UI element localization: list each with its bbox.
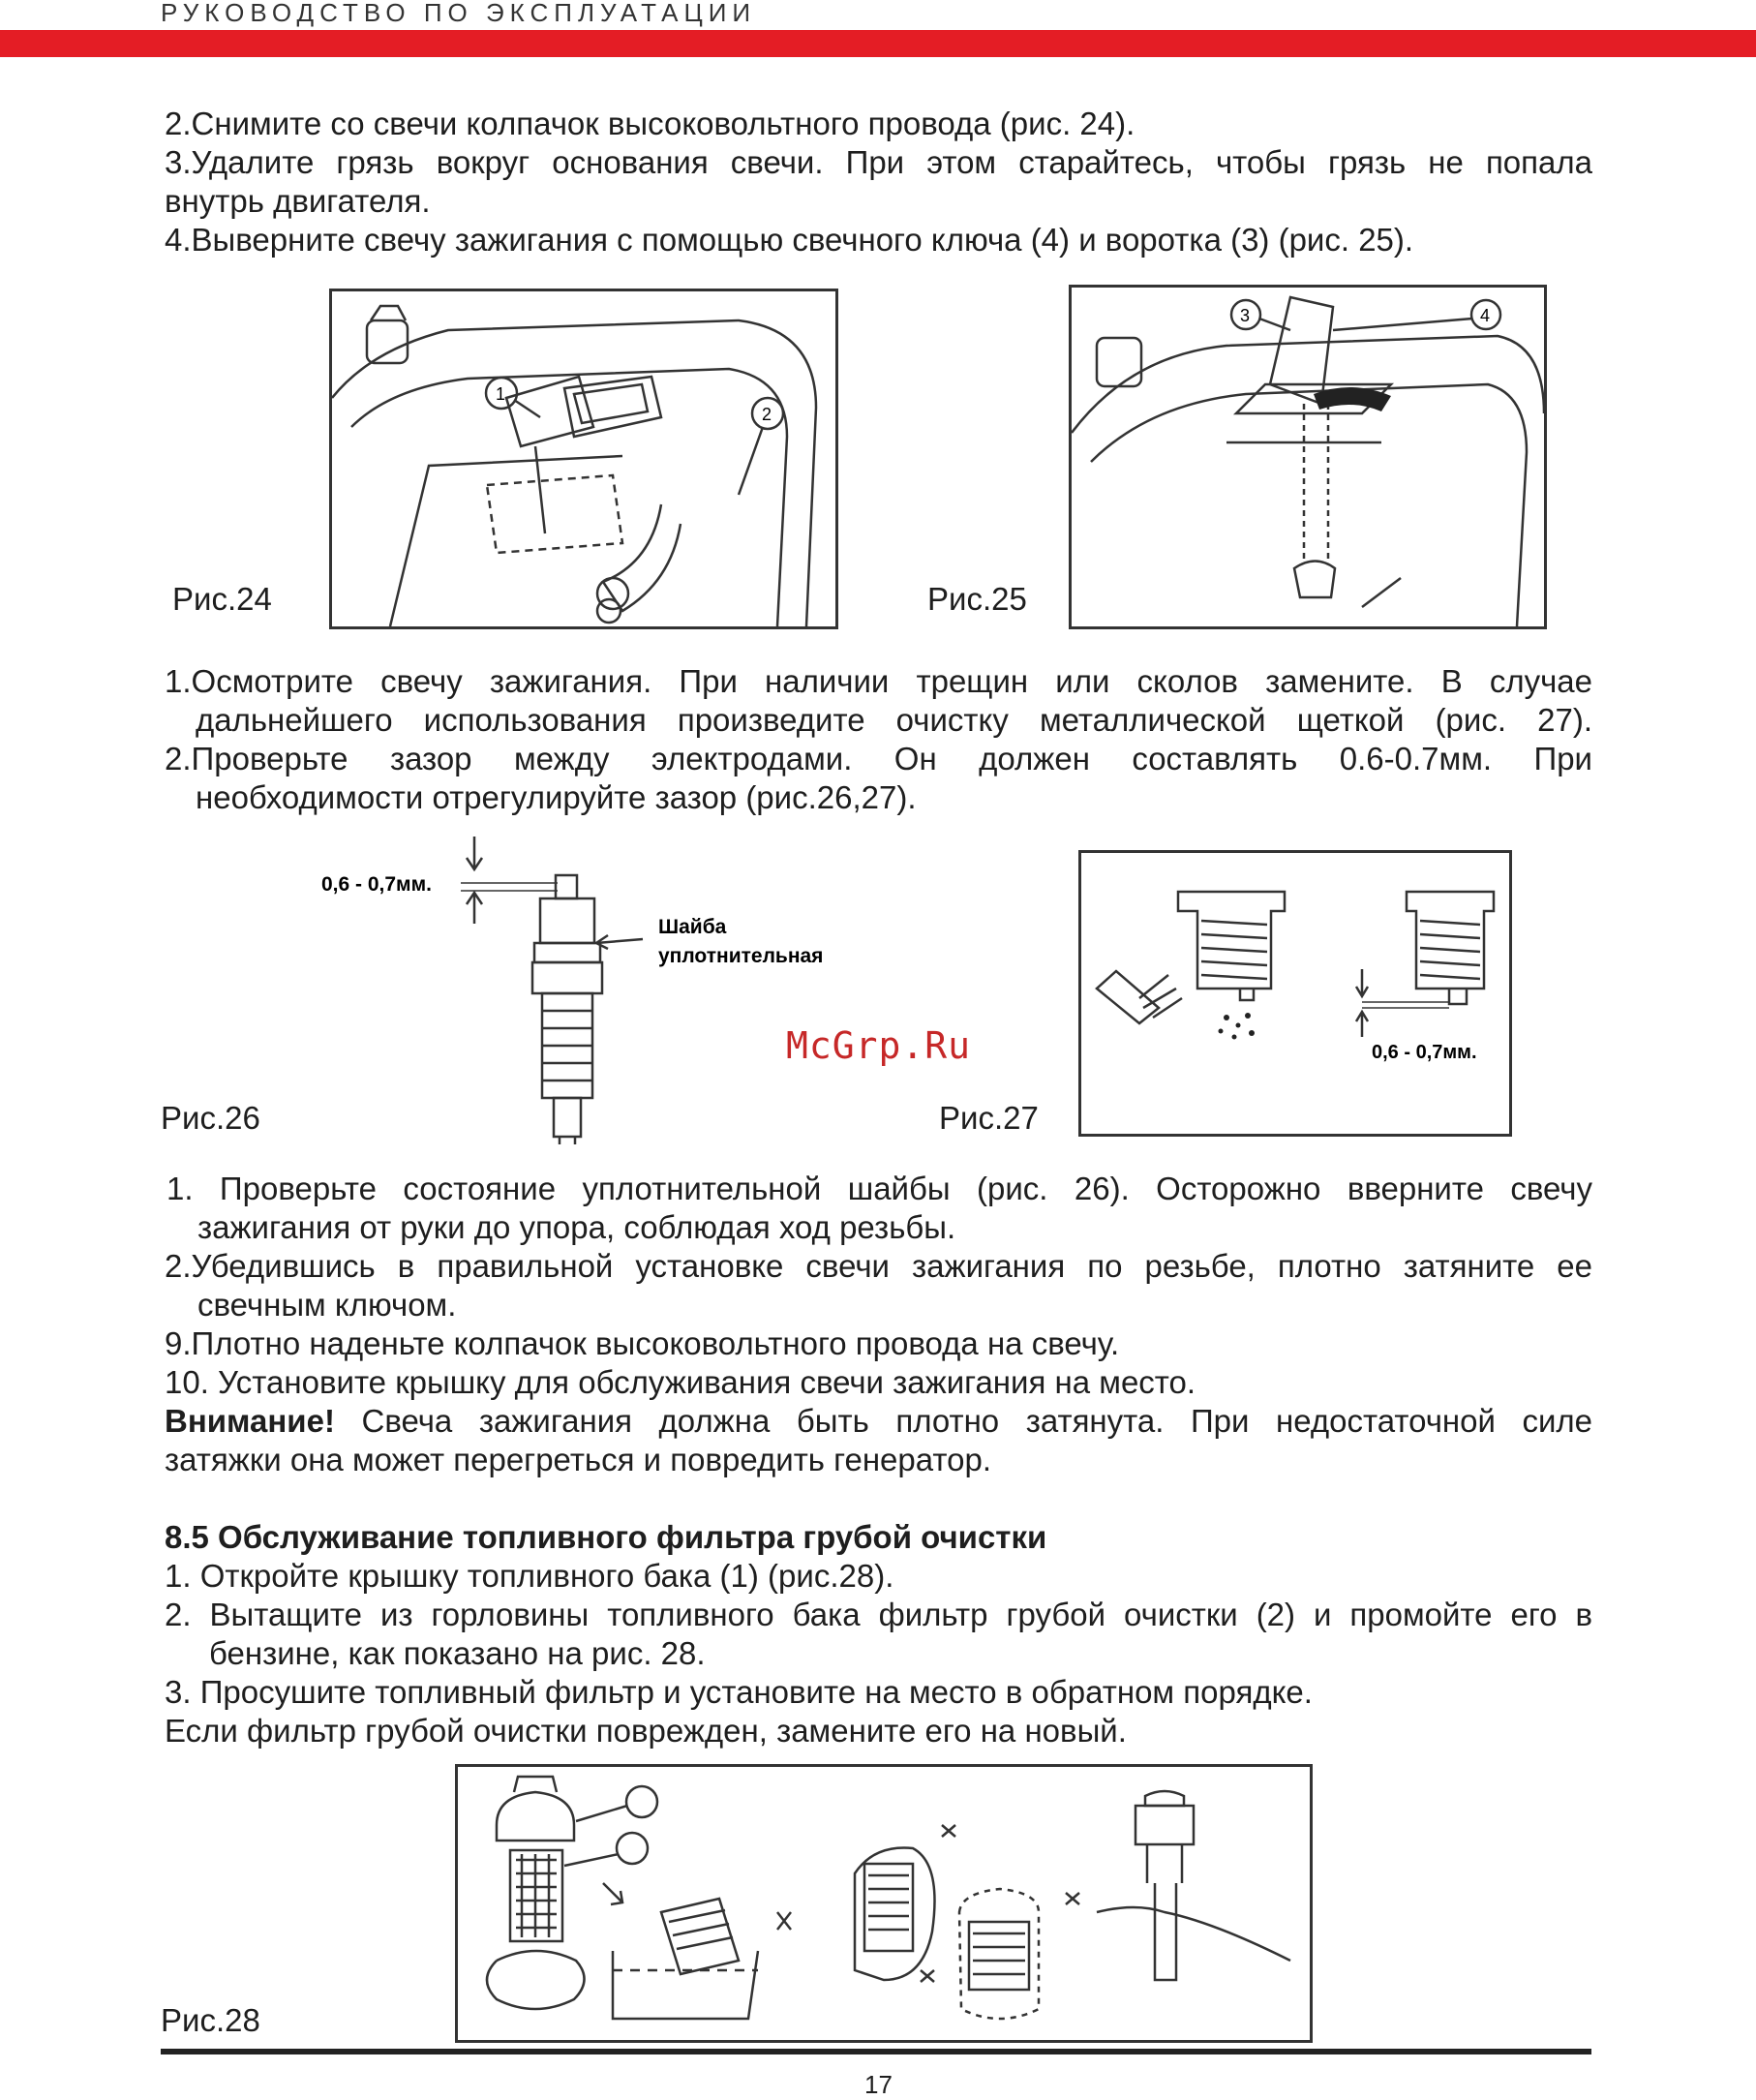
fig24-callout-1: 1 xyxy=(496,384,506,404)
fig24-drawing xyxy=(332,291,835,626)
section-step-2: 2. Вытащите из горловины топливного бака фильтр грубой очистки (2) и промойте его в xyxy=(165,1597,1592,1632)
fig26-drawing xyxy=(306,837,862,1144)
page-number: 17 xyxy=(864,2070,893,2099)
figure-26 xyxy=(306,837,862,1144)
footer-divider xyxy=(161,2049,1591,2054)
step-inspect-plug-cont: дальнейшего использования произведите очистку металлической щеткой (рис. 27). xyxy=(196,702,1592,738)
warning-text-1: Свеча зажигания должна быть плотно затянута. При недостаточной силе xyxy=(334,1403,1592,1439)
fig28-caption: Рис.28 xyxy=(161,2002,260,2038)
header-red-bar xyxy=(0,30,1756,57)
section-step-2-cont: бензине, как показано на рис. 28. xyxy=(209,1635,706,1671)
fig26-washer-label-2: уплотнительная xyxy=(658,945,824,967)
page-header xyxy=(0,0,1756,58)
fig27-drawing xyxy=(1081,853,1509,1134)
figure-25 xyxy=(1069,285,1547,629)
fig24-callout-2: 2 xyxy=(762,405,772,424)
step-clean-dirt: 3.Удалите грязь вокруг основания свечи. При этом старайтесь, чтобы грязь не попала xyxy=(165,144,1592,180)
step-tighten: 2.Убедившись в правильной установке свечи зажигания по резьбе, плотно затяните ее xyxy=(165,1248,1592,1284)
section-title: 8.5 Обслуживание топливного фильтра грубой очистки xyxy=(165,1519,1047,1555)
figure-27 xyxy=(1078,850,1512,1137)
fig27-caption: Рис.27 xyxy=(939,1100,1039,1136)
figure-24 xyxy=(329,289,838,629)
step-check-gap: 2.Проверьте зазор между электродами. Он должен составлять 0.6-0.7мм. При xyxy=(165,741,1592,776)
fig25-caption: Рис.25 xyxy=(927,581,1027,617)
step-install-cover: 10. Установите крышку для обслуживания свечи зажигания на место. xyxy=(165,1364,1196,1400)
fig27-gap-label: 0,6 - 0,7мм. xyxy=(1372,1042,1477,1063)
fig26-caption: Рис.26 xyxy=(161,1100,260,1136)
step-tighten-cont: свечным ключом. xyxy=(197,1287,457,1323)
section-step-3: 3. Просушите топливный фильтр и установите на место в обратном порядке. xyxy=(165,1674,1313,1710)
fig25-callout-4: 4 xyxy=(1480,306,1491,325)
step-remove-cap: 2.Снимите со свечи колпачок высоковольтного провода (рис. 24). xyxy=(165,106,1135,141)
watermark: McGrp.Ru xyxy=(786,1024,972,1067)
fig26-gap-label: 0,6 - 0,7мм. xyxy=(321,873,432,896)
section-note: Если фильтр грубой очистки поврежден, замените его на новый. xyxy=(165,1713,1127,1749)
fig26-washer-label-1: Шайба xyxy=(658,916,727,938)
figure-28 xyxy=(455,1764,1313,2043)
warning-line-1 xyxy=(165,1402,1592,1441)
step-unscrew-plug: 4.Выверните свечу зажигания с помощью свечного ключа (4) и воротка (3) (рис. 25). xyxy=(165,222,1414,258)
step-put-cap: 9.Плотно наденьте колпачок высоковольтного провода на свечу. xyxy=(165,1325,1120,1361)
fig24-caption: Рис.24 xyxy=(172,581,272,617)
fig25-drawing xyxy=(1072,288,1544,626)
section-step-1: 1. Откройте крышку топливного бака (1) (рис.28). xyxy=(165,1558,894,1594)
header-title: РУКОВОДСТВО ПО ЭКСПЛУАТАЦИИ xyxy=(161,0,757,27)
step-check-washer: 1. Проверьте состояние уплотнительной шайбы (рис. 26). Осторожно вверните свечу xyxy=(167,1171,1592,1206)
step-check-gap-cont: необходимости отрегулируйте зазор (рис.26,27). xyxy=(196,779,917,815)
fig28-drawing xyxy=(458,1767,1310,2040)
fig25-callout-3: 3 xyxy=(1240,306,1251,325)
step-check-washer-cont: зажигания от руки до упора, соблюдая ход резьбы. xyxy=(197,1209,956,1245)
warning-line-2: затяжки она может перегреться и повредить генератор. xyxy=(165,1442,992,1477)
warning-label: Внимание! xyxy=(165,1403,335,1439)
step-inspect-plug: 1.Осмотрите свечу зажигания. При наличии трещин или сколов замените. В случае xyxy=(165,663,1592,699)
step-clean-dirt-cont: внутрь двигателя. xyxy=(165,183,431,219)
